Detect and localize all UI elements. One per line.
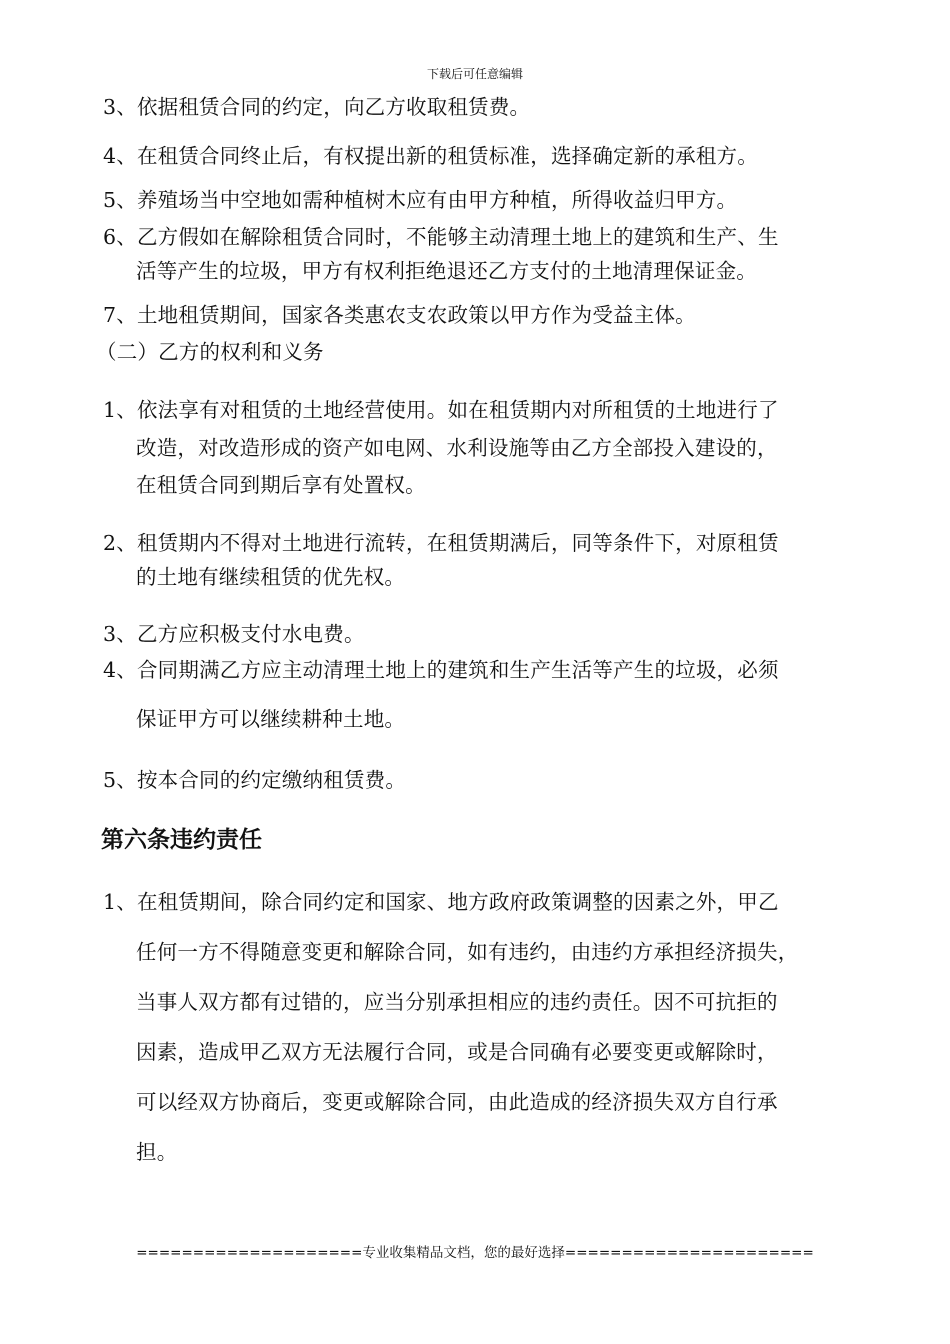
page-footer: ====================专业收集精品文档，您的最好选择====================== [136, 1245, 814, 1261]
party-b-section-title: （二）乙方的权利和义务 [96, 340, 324, 364]
party-b-item-1-line-1: 1、依法享有对租赁的土地经营使用。如在租赁期内对所租赁的土地进行了 [103, 398, 779, 422]
party-b-item-5: 5、按本合同的约定缴纳租赁费。 [103, 768, 407, 792]
party-a-item-3: 3、依据租赁合同的约定，向乙方收取租赁费。 [103, 95, 531, 119]
party-b-item-4-line-2: 保证甲方可以继续耕种土地。 [136, 707, 406, 731]
article-6-item-1-line-4: 因素，造成甲乙双方无法履行合同，或是合同确有必要变更或解除时， [136, 1040, 778, 1064]
article-6-item-1-line-3: 当事人双方都有过错的，应当分别承担相应的违约责任。因不可抗拒的 [136, 990, 778, 1014]
article-6-item-1-line-1: 1、在租赁期间，除合同约定和国家、地方政府政策调整的因素之外，甲乙 [103, 890, 779, 914]
party-b-item-1-line-3: 在租赁合同到期后享有处置权。 [136, 473, 426, 497]
article-6-item-1-line-5: 可以经双方协商后，变更或解除合同，由此造成的经济损失双方自行承 [136, 1090, 778, 1114]
page-header: 下载后可任意编辑 [426, 67, 523, 81]
party-a-item-6-line-1: 6、乙方假如在解除租赁合同时，不能够主动清理土地上的建筑和生产、生 [103, 225, 779, 249]
party-b-item-2-line-1: 2、租赁期内不得对土地进行流转，在租赁期满后，同等条件下，对原租赁 [103, 531, 779, 555]
party-b-item-2-line-2: 的土地有继续租赁的优先权。 [136, 565, 406, 589]
party-a-item-7: 7、土地租赁期间，国家各类惠农支农政策以甲方作为受益主体。 [103, 303, 696, 327]
article-6-item-1-line-2: 任何一方不得随意变更和解除合同，如有违约，由违约方承担经济损失， [136, 940, 799, 964]
party-a-item-6-line-2: 活等产生的垃圾，甲方有权利拒绝退还乙方支付的土地清理保证金。 [136, 259, 757, 283]
party-b-item-4-line-1: 4、合同期满乙方应主动清理土地上的建筑和生产生活等产生的垃圾，必须 [103, 658, 779, 682]
article-6-heading: 第六条违约责任 [101, 827, 262, 853]
party-a-item-5: 5、养殖场当中空地如需种植树木应有由甲方种植，所得收益归甲方。 [103, 188, 738, 212]
article-6-item-1-line-6: 担。 [136, 1140, 178, 1164]
party-b-item-1-line-2: 改造，对改造形成的资产如电网、水利设施等由乙方全部投入建设的， [136, 436, 778, 460]
party-b-item-3: 3、乙方应积极支付水电费。 [103, 622, 365, 646]
party-a-item-4: 4、在租赁合同终止后，有权提出新的租赁标准，选择确定新的承租方。 [103, 144, 758, 168]
